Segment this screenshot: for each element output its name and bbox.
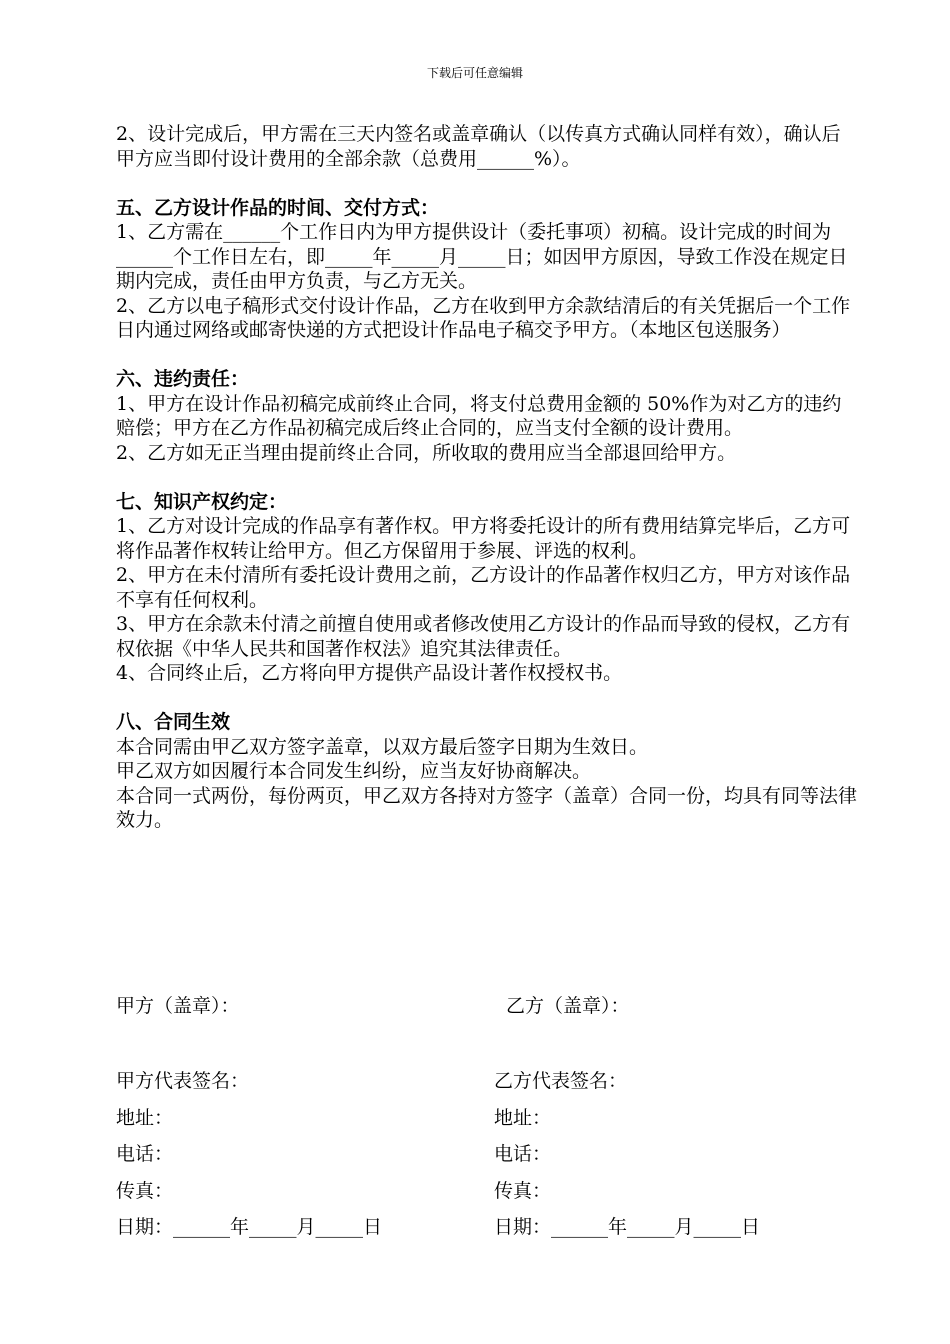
section-7-title: 七、知识产权约定： (116, 490, 288, 513)
clause-6-2: 2、乙方如无正当理由提前终止合同，所收取的费用应当全部退回给甲方。 (116, 441, 737, 464)
party-a-rep-label: 甲方代表签名： (116, 1070, 250, 1092)
party-a-fax-label: 传真： (116, 1180, 174, 1202)
clause-7-1: 1、乙方对设计完成的作品享有著作权。甲方将委托设计的所有费用结算完毕后，乙方可将作品著作权转让给甲方。但乙方保留用于参展、评选的权利。 (116, 515, 851, 562)
party-b-fax-label: 传真： (494, 1180, 552, 1202)
section-8-title: 八、合同生效 (116, 711, 231, 733)
section-6-title: 六、违约责任： (116, 368, 250, 390)
party-a-seal-label: 甲方（盖章）： (116, 995, 240, 1017)
party-b-date-label: 日期：______年_____月_____日 (494, 1216, 761, 1238)
party-b-phone-label: 电话： (494, 1143, 552, 1165)
clause-8-1: 本合同需由甲乙双方签字盖章，以双方最后签字日期为生效日。 (116, 735, 649, 758)
spacer (116, 465, 858, 490)
contract-body (116, 122, 858, 833)
clause-4-2: 2、设计完成后，甲方需在三天内签名或盖章确认（以传真方式确认同样有效），确认后甲方应当即付设计费用的全部余款（总费用______%）。 (116, 123, 841, 170)
party-b-seal-label: 乙方（盖章）： (506, 995, 630, 1017)
party-b-rep-label: 乙方代表签名： (494, 1070, 628, 1092)
party-a-phone-label: 电话： (116, 1143, 174, 1165)
clause-5-1: 1、乙方需在______个工作日内为甲方提供设计（委托事项）初稿。设计完成的时间为______个工作日左右，即_____年_____月_____日；如因甲方原因，导致工作没在规定日期内完成，责任由甲方负责，与乙方无关。 (116, 221, 848, 292)
party-a-date-label: 日期：______年_____月_____日 (116, 1216, 383, 1238)
clause-7-4: 4、合同终止后，乙方将向甲方提供产品设计著作权授权书。 (116, 662, 623, 684)
clause-6-1: 1、甲方在设计作品初稿完成前终止合同，将支付总费用金额的 50%作为对乙方的违约赔偿；甲方在乙方作品初稿完成后终止合同的，应当支付全额的设计费用。 (116, 392, 842, 439)
party-b-address-label: 地址： (494, 1107, 552, 1129)
clause-7-2: 2、甲方在未付清所有委托设计费用之前，乙方设计的作品著作权归乙方，甲方对该作品不享有任何权利。 (116, 564, 851, 611)
section-5-title: 五、乙方设计作品的时间、交付方式： (116, 196, 440, 219)
clause-8-3: 本合同一式两份，每份两页，甲乙双方各持对方签字（盖章）合同一份，均具有同等法律效力。 (116, 784, 858, 831)
spacer (116, 343, 858, 368)
clause-8-2: 甲乙双方如因履行本合同发生纠纷，应当友好协商解决。 (116, 760, 592, 782)
spacer (116, 686, 858, 711)
clause-5-2: 2、乙方以电子稿形式交付设计作品，乙方在收到甲方余款结清后的有关凭据后一个工作日内通过网络或邮寄快递的方式把设计作品电子稿交予甲方。（本地区包送服务） (116, 294, 851, 341)
page-header-note: 下载后可任意编辑 (426, 66, 523, 80)
clause-7-3: 3、甲方在余款未付清之前擅自使用或者修改使用乙方设计的作品而导致的侵权，乙方有权依据《中华人民共和国著作权法》追究其法律责任。 (116, 613, 851, 660)
spacer (116, 171, 858, 196)
party-a-address-label: 地址： (116, 1107, 174, 1129)
